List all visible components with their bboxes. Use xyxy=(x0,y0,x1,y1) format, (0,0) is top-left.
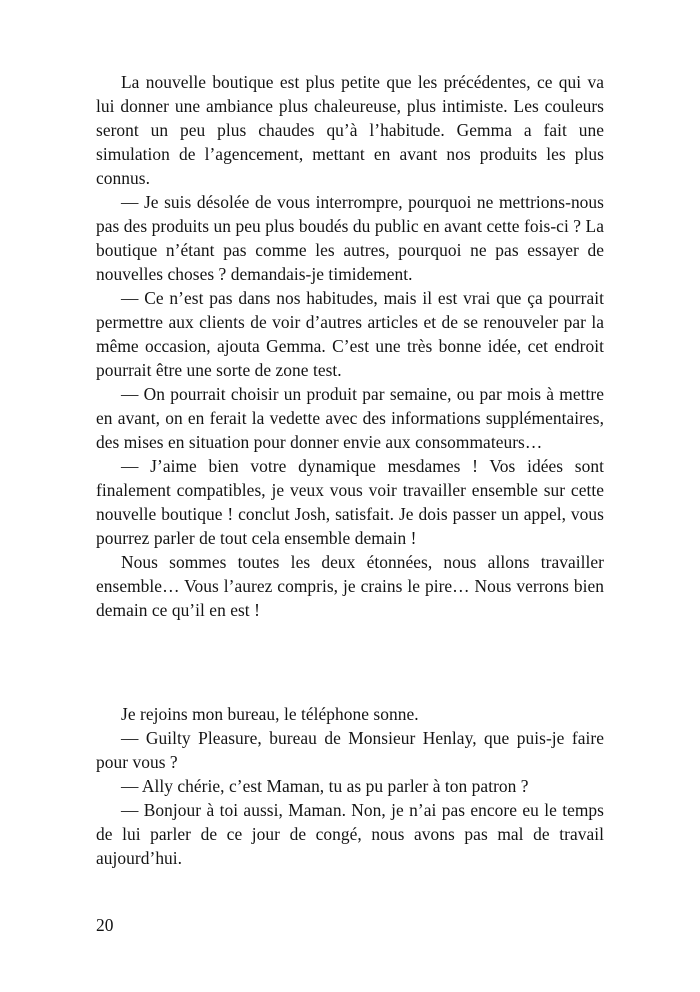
paragraph: — J’aime bien votre dynamique mesdames ! Vos idées sont finalement compatibles, je veux vous voir travailler ensemble sur cette nouvelle boutique ! conclut Josh, satisfait. Je dois passer un appel, vous pourrez parler de tout cela ensemble demain ! xyxy=(96,456,604,548)
paragraph: — Bonjour à toi aussi, Maman. Non, je n’ai pas encore eu le temps de lui parler de ce jour de congé, nous avons pas mal de travail aujourd’hui. xyxy=(96,800,604,868)
paragraph: Je rejoins mon bureau, le téléphone sonne. xyxy=(121,704,419,724)
paragraph: — Ce n’est pas dans nos habitudes, mais il est vrai que ça pourrait permettre aux clients de voir d’autres articles et de se renouveler par la même occasion, ajouta Gemma. C’est une très bonne idée, cet endroit pourrait être une sorte de zone test. xyxy=(96,288,604,380)
text-section-2 xyxy=(96,702,604,870)
text-section-1 xyxy=(96,70,604,622)
paragraph: — Guilty Pleasure, bureau de Monsieur Henlay, que puis-je faire pour vous ? xyxy=(96,728,604,772)
paragraph: — On pourrait choisir un produit par semaine, ou par mois à mettre en avant, on en ferait la vedette avec des informations supplémentaires, des mises en situation pour donner envie aux consommateurs… xyxy=(96,384,604,452)
paragraph: Nous sommes toutes les deux étonnées, nous allons travailler ensemble… Vous l’aurez compris, je crains le pire… Nous verrons bien demain ce qu’il en est ! xyxy=(96,552,604,620)
paragraph: — Ally chérie, c’est Maman, tu as pu parler à ton patron ? xyxy=(121,776,529,796)
paragraph: La nouvelle boutique est plus petite que les précédentes, ce qui va lui donner une ambiance plus chaleureuse, plus intimiste. Les couleurs seront un peu plus chaudes qu’à l’habitude. Gemma a fait une simulation de l’agencement, mettant en avant nos produits les plus connus. xyxy=(96,72,604,188)
page-number: 20 xyxy=(96,915,114,935)
paragraph: — Je suis désolée de vous interrompre, pourquoi ne mettrions-nous pas des produits un peu plus boudés du public en avant cette fois-ci ? La boutique n’étant pas comme les autres, pourquoi ne pas essayer de nouvelles choses ? demandais-je timidement. xyxy=(96,192,604,284)
